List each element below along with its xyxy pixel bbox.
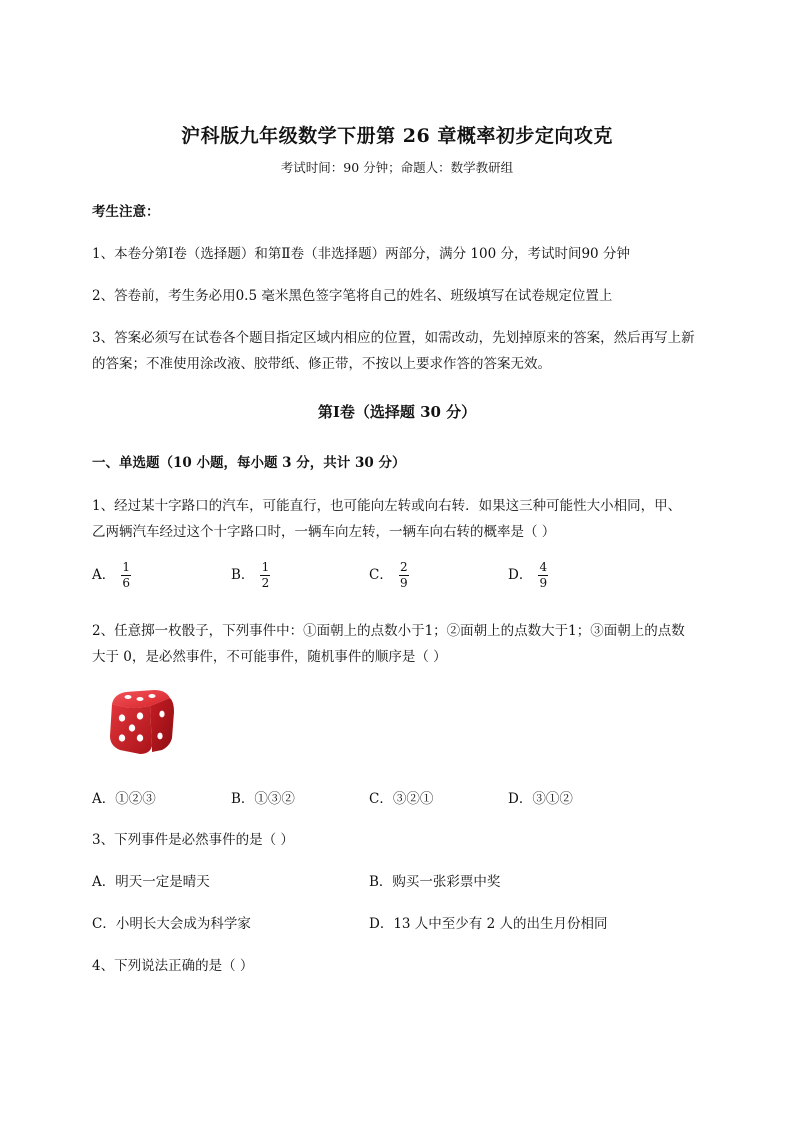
q2-option-d[interactable]: D．③①② (508, 791, 573, 807)
q1-option-c[interactable] (369, 561, 409, 590)
q1-option-c-label: C． (369, 567, 393, 583)
section-title: 第Ⅰ卷（选择题 30 分） (317, 403, 477, 421)
q2-option-a[interactable]: A．①②③ (92, 791, 156, 807)
part-heading: 一、单选题（10 小题，每小题 3 分，共计 30 分） (92, 455, 406, 471)
page-title: 沪科版九年级数学下册第 26 章概率初步定向攻克 (181, 125, 613, 147)
q3-option-b[interactable]: B．购买一张彩票中奖 (369, 874, 501, 890)
notice-item-2: 2、答卷前，考生务必用0.5 毫米黑色签字笔将自己的姓名、班级填写在试卷规定位置上 (92, 288, 613, 304)
q1-option-a[interactable] (92, 561, 131, 590)
q2-stem-line2: 大于 0，是必然事件，不可能事件，随机事件的顺序是（ ） (92, 649, 447, 665)
q1-option-d[interactable] (508, 561, 548, 590)
q2-stem-line1: 2、任意掷一枚骰子，下列事件中：①面朝上的点数小于1；②面朝上的点数大于1；③面朝上的点数 (92, 623, 685, 639)
q2-option-c[interactable]: C．③②① (369, 791, 434, 807)
q3-stem: 3、下列事件是必然事件的是（ ） (92, 832, 294, 848)
q1-stem-line2: 乙两辆汽车经过这个十字路口时，一辆车向左转，一辆车向右转的概率是（ ） (92, 524, 556, 540)
notice-item-3: 3、答案必须写在试卷各个题目指定区域内相应的位置，如需改动，先划掉原来的答案，然后再写上新 (92, 330, 695, 346)
dice-image (106, 686, 178, 758)
fraction: $\frac{2}{9}$ (400, 560, 408, 590)
q2-option-b[interactable]: B．①③② (231, 791, 295, 807)
notice-heading: 考生注意： (92, 204, 160, 220)
q4-stem: 4、下列说法正确的是（ ） (92, 958, 254, 974)
fraction: $\frac{4}{9}$ (539, 560, 548, 590)
notice-item-1: 1、本卷分第Ⅰ卷（选择题）和第Ⅱ卷（非选择题）两部分，满分 100 分，考试时间90 分钟 (92, 246, 630, 262)
q1-option-a-label: A． (92, 567, 116, 583)
q1-option-b[interactable] (231, 561, 270, 590)
exam-info: 考试时间：90 分钟；命题人：数学教研组 (280, 160, 514, 175)
q1-option-b-label: B． (231, 567, 255, 583)
q3-option-d[interactable]: D．13 人中至少有 2 人的出生月份相同 (369, 916, 608, 932)
q1-stem-line1: 1、经过某十字路口的汽车，可能直行，也可能向左转或向右转．如果这三种可能性大小相同，甲、 (92, 498, 682, 514)
q1-option-d-label: D． (508, 567, 533, 583)
q3-option-a[interactable]: A．明天一定是晴天 (92, 874, 210, 890)
q3-option-c[interactable]: C．小明长大会成为科学家 (92, 916, 251, 932)
fraction: $\frac{1}{6}$ (122, 560, 131, 590)
fraction: $\frac{1}{2}$ (261, 560, 270, 590)
notice-item-3-cont: 的答案；不准使用涂改液、胶带纸、修正带，不按以上要求作答的答案无效。 (92, 356, 551, 372)
